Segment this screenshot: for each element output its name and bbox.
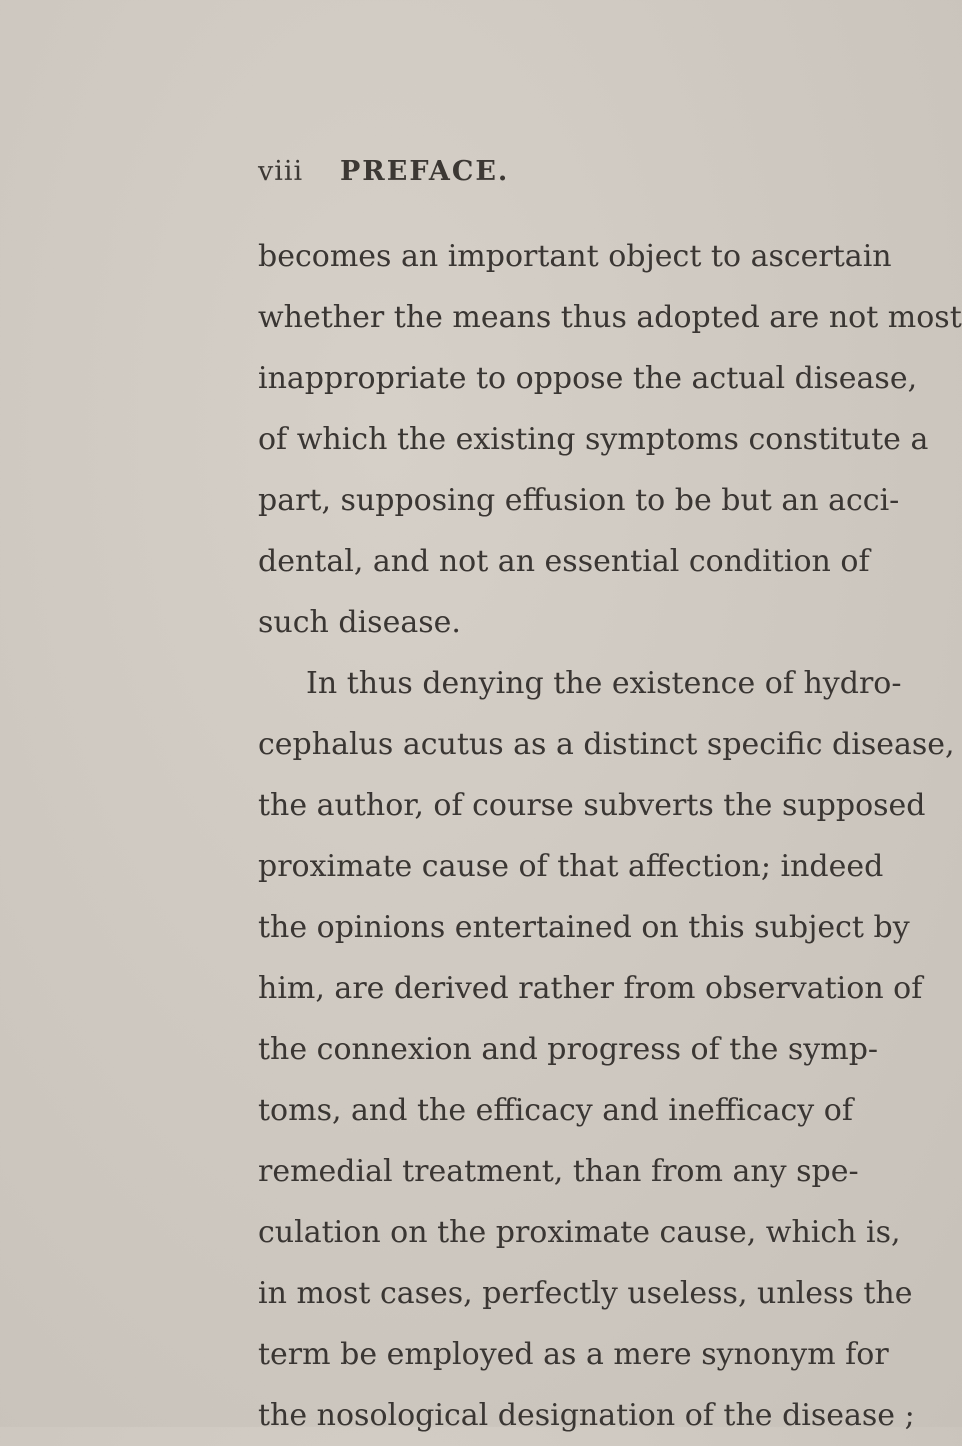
- text-line: him, are derived rather from observation of: [258, 971, 923, 1006]
- text-line: becomes an important object to ascertain: [258, 239, 892, 274]
- text-line: the connexion and progress of the symp-: [258, 1032, 879, 1067]
- text-line: of which the existing symptoms constitute a: [258, 422, 929, 457]
- text-line: term be employed as a mere synonym for: [258, 1337, 889, 1372]
- text-line: toms, and the efficacy and inefficacy of: [258, 1093, 853, 1128]
- text-line: in most cases, perfectly useless, unless the: [258, 1276, 913, 1311]
- text-line: proximate cause of that affection; indeed: [258, 849, 884, 884]
- text-line: the author, of course subverts the supposed: [258, 788, 926, 823]
- text-line: cephalus acutus as a distinct specific disease,: [258, 727, 955, 762]
- text-line: part, supposing effusion to be but an acci-: [258, 483, 900, 518]
- body-text: [258, 226, 962, 1446]
- paragraph-end-line: such disease.: [258, 605, 461, 640]
- text-line: remedial treatment, than from any spe-: [258, 1154, 859, 1189]
- running-head: [0, 156, 800, 196]
- paragraph-start-line: In thus denying the existence of hydro-: [306, 666, 902, 701]
- text-line: inappropriate to oppose the actual disease,: [258, 361, 918, 396]
- text-line: the nosological designation of the disease ;: [258, 1398, 915, 1433]
- text-line: the opinions entertained on this subject by: [258, 910, 910, 945]
- text-line: dental, and not an essential condition of: [258, 544, 870, 579]
- running-title: PREFACE.: [340, 156, 510, 187]
- text-line: culation on the proximate cause, which is,: [258, 1215, 901, 1250]
- text-line: whether the means thus adopted are not most: [258, 300, 962, 335]
- page-number: viii: [258, 156, 304, 187]
